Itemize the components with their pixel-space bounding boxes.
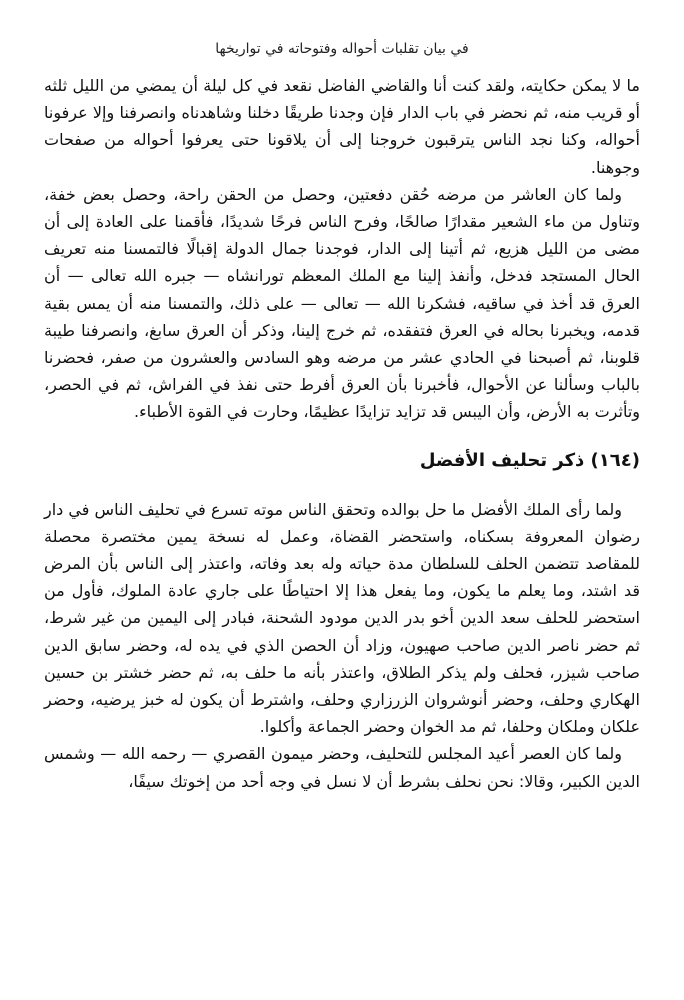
body-text: [44, 72, 640, 795]
paragraph-continuation: ما لا يمكن حكايته، ولقد كنت أنا والقاضي الفاضل نقعد في كل ليلة أن يمضي من الليل ثلثه أو قريب منه، ثم نحضر في باب الدار فإن وجدنا طريقًا دخلنا وشاهدناه وانصرفنا وإلا عرفونا أحواله، وكنا نجد الناس يترقبون خروجنا إلى أن يلاقونا حتى يعرفوا أحواله من صفحات وجوهنا.: [44, 76, 640, 177]
paragraph-oath-afdal: ولما رأى الملك الأفضل ما حل بوالده وتحقق الناس موته تسرع في تحليف الناس في دار رضوان المعروفة بسكناه، واستحضر القضاة، وعمل له نسخة يمين مختصرة محصلة للمقاصد تتضمن الحلف للسلطان مدة حياته وله بعد وفاته، واعتذر إلى الناس بأن المرض قد اشتد، وما يعلم ما يكون، وما يفعل هذا إلا احتياطًا على جاري عادة الملوك، فأول من استحضر للحلف سعد الدين أخو بدر الدين مودود الشحنة، فبادر إلى اليمين من غير شرط، ثم حضر ناصر الدين صاحب صهيون، وزاد أن الحصن الذي في يده له، وحضر سابق الدين صاحب شيزر، فحلف ولم يذكر الطلاق، واعتذر بأنه ما حلف به، ثم حضر خشتر بن حسين الهكاري وحلف، وحضر أنوشروان الزرزاري وحلف، واشترط أن يكون له خبز يرضيه، وحضر علكان وملكان وحلفا، ثم مد الخوان وحضر الجماعة وأكلوا.: [44, 499, 640, 737]
section-heading: (١٦٤) ذكر تحليف الأفضل: [419, 449, 640, 471]
running-header: في بيان تقلبات أحواله وفتوحاته في تواريخها: [215, 41, 469, 57]
paragraph-tenth-day: ولما كان العاشر من مرضه حُقن دفعتين، وحصل من الحقن راحة، وحصل بعض خفة، وتناول من ماء الشعير مقدارًا صالحًا، وفرح الناس فرحًا شديدًا، فأقمنا على العادة إلى أن مضى من الليل هزيع، ثم أتينا إلى الدار، فوجدنا جمال الدولة إقبالًا فالتمسنا منه تعريف الحال المستجد فدخل، وأنفذ إلينا مع الملك المعظم تورانشاه — جبره الله تعالى — أن العرق قد أخذ في ساقيه، فشكرنا الله — تعالى — على ذلك، والتمسنا منه أن يمس بقية قدمه، ويخبرنا بحاله في العرق فتفقده، ثم خرج إلينا، وذكر أن العرق سابغ، وانصرفنا طيبة قلوبنا، ثم أصبحنا في الحادي عشر من مرضه وهو السادس والعشرون من صفر، فحضرنا بالباب وسألنا عن الأحوال، فأخبرنا بأن العرق أفرط حتى نفذ في الفراش، ثم في الحصر، وتأثرت به الأرض، وأن اليبس قد تزايد تزايدًا عظيمًا، وحارت في القوة الأطباء.: [44, 184, 640, 422]
paragraph-afternoon-session: ولما كان العصر أعيد المجلس للتحليف، وحضر ميمون القصري — رحمه الله — وشمس الدين الكبير، وقالا: نحن نحلف بشرط أن لا نسل في وجه أحد من إخوتك سيفًا،: [44, 744, 640, 791]
